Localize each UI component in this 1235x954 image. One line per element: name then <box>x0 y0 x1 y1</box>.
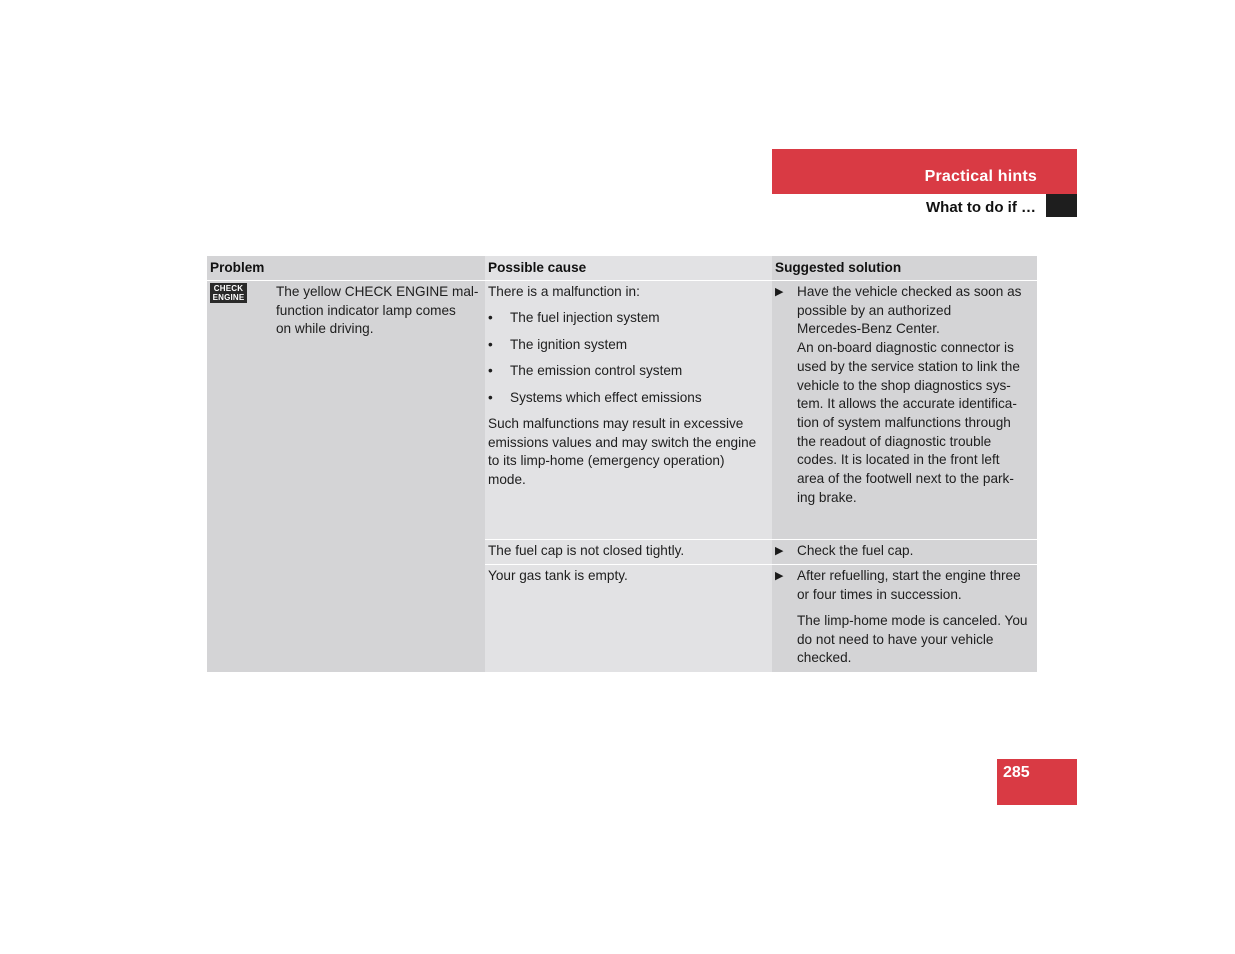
problem-line: on while driving. <box>276 321 374 337</box>
solution-line: tion of system malfunctions through <box>797 414 1011 430</box>
list-item <box>488 336 770 363</box>
troubleshooting-table <box>207 256 1037 672</box>
solution-line: ing brake. <box>797 489 857 505</box>
solution-line: used by the service station to link the <box>797 358 1020 374</box>
header-suggested-solution: Suggested solution <box>772 256 1037 280</box>
section-banner <box>772 149 1077 194</box>
cause-note-line: Such malfunctions may result in excessive <box>488 416 744 431</box>
cause-note-line: emissions values and may switch the engine <box>488 434 757 450</box>
row-divider <box>485 564 1037 565</box>
problem-line: function indicator lamp comes <box>276 302 456 318</box>
badge-line-2: ENGINE <box>212 293 245 302</box>
solution-1 <box>797 283 1035 507</box>
page-number-box <box>997 759 1077 805</box>
cause-intro: There is a malfunction in: <box>488 284 640 299</box>
solution-note-line: checked. <box>797 650 852 666</box>
cause-bullet-list <box>488 309 770 415</box>
bullet-icon: • <box>488 363 493 378</box>
triangle-right-icon: ▶ <box>775 545 784 557</box>
solution-line: or four times in succession. <box>797 586 962 602</box>
list-item <box>488 389 770 416</box>
subsection-title: What to do if … <box>926 199 1036 216</box>
bullet-text: Systems which effect emissions <box>510 389 702 405</box>
solution-note-line: The limp-home mode is canceled. You <box>797 613 1028 628</box>
cause-2: The fuel cap is not closed tightly. <box>488 543 685 558</box>
table-header-row <box>207 256 1037 281</box>
header-problem: Problem <box>207 256 485 280</box>
badge-line-1: CHECK <box>213 284 244 293</box>
triangle-right-icon: ▶ <box>775 570 784 582</box>
check-engine-icon <box>210 283 247 303</box>
cause-note-line: mode. <box>488 472 526 488</box>
cause-note <box>488 415 770 490</box>
solution-2 <box>797 542 1035 561</box>
solution-line: possible by an authorized <box>797 302 952 318</box>
bullet-icon: • <box>488 336 493 352</box>
header-possible-cause: Possible cause <box>485 256 772 280</box>
solution-line: area of the footwell next to the park- <box>797 471 1014 487</box>
cause-note-line: to its limp-home (emergency operation) <box>488 453 725 469</box>
solution-line: An on-board diagnostic connector is <box>797 340 1014 356</box>
section-title: Practical hints <box>924 168 1037 185</box>
solution-3-note <box>797 612 1035 668</box>
bullet-text: The fuel injection system <box>510 310 660 325</box>
solution-line: Mercedes-Benz Center. <box>797 321 940 337</box>
solution-3 <box>797 567 1035 604</box>
solution-line: Check the fuel cap. <box>797 543 914 558</box>
subsection-marker <box>1046 194 1077 217</box>
bullet-text: The emission control system <box>510 363 683 378</box>
problem-line: The yellow CHECK ENGINE mal- <box>276 284 479 299</box>
solution-line: tem. It allows the accurate identifica- <box>797 396 1017 412</box>
solution-line: the readout of diagnostic trouble <box>797 433 992 449</box>
solution-note-line: do not need to have your vehicle <box>797 631 994 647</box>
list-item <box>488 309 770 336</box>
bullet-text: The ignition system <box>510 336 628 352</box>
page-number: 285 <box>1003 764 1030 781</box>
solution-line: Have the vehicle checked as soon as <box>797 284 1022 299</box>
row-divider <box>485 539 1037 540</box>
problem-description <box>276 283 481 339</box>
triangle-right-icon: ▶ <box>775 286 784 298</box>
list-item <box>488 362 770 389</box>
solution-line: codes. It is located in the front left <box>797 452 1000 468</box>
cause-3: Your gas tank is empty. <box>488 568 628 583</box>
solution-line: vehicle to the shop diagnostics sys- <box>797 377 1011 393</box>
bullet-icon: • <box>488 310 493 325</box>
solution-line: After refuelling, start the engine three <box>797 568 1021 583</box>
bullet-icon: • <box>488 389 493 405</box>
